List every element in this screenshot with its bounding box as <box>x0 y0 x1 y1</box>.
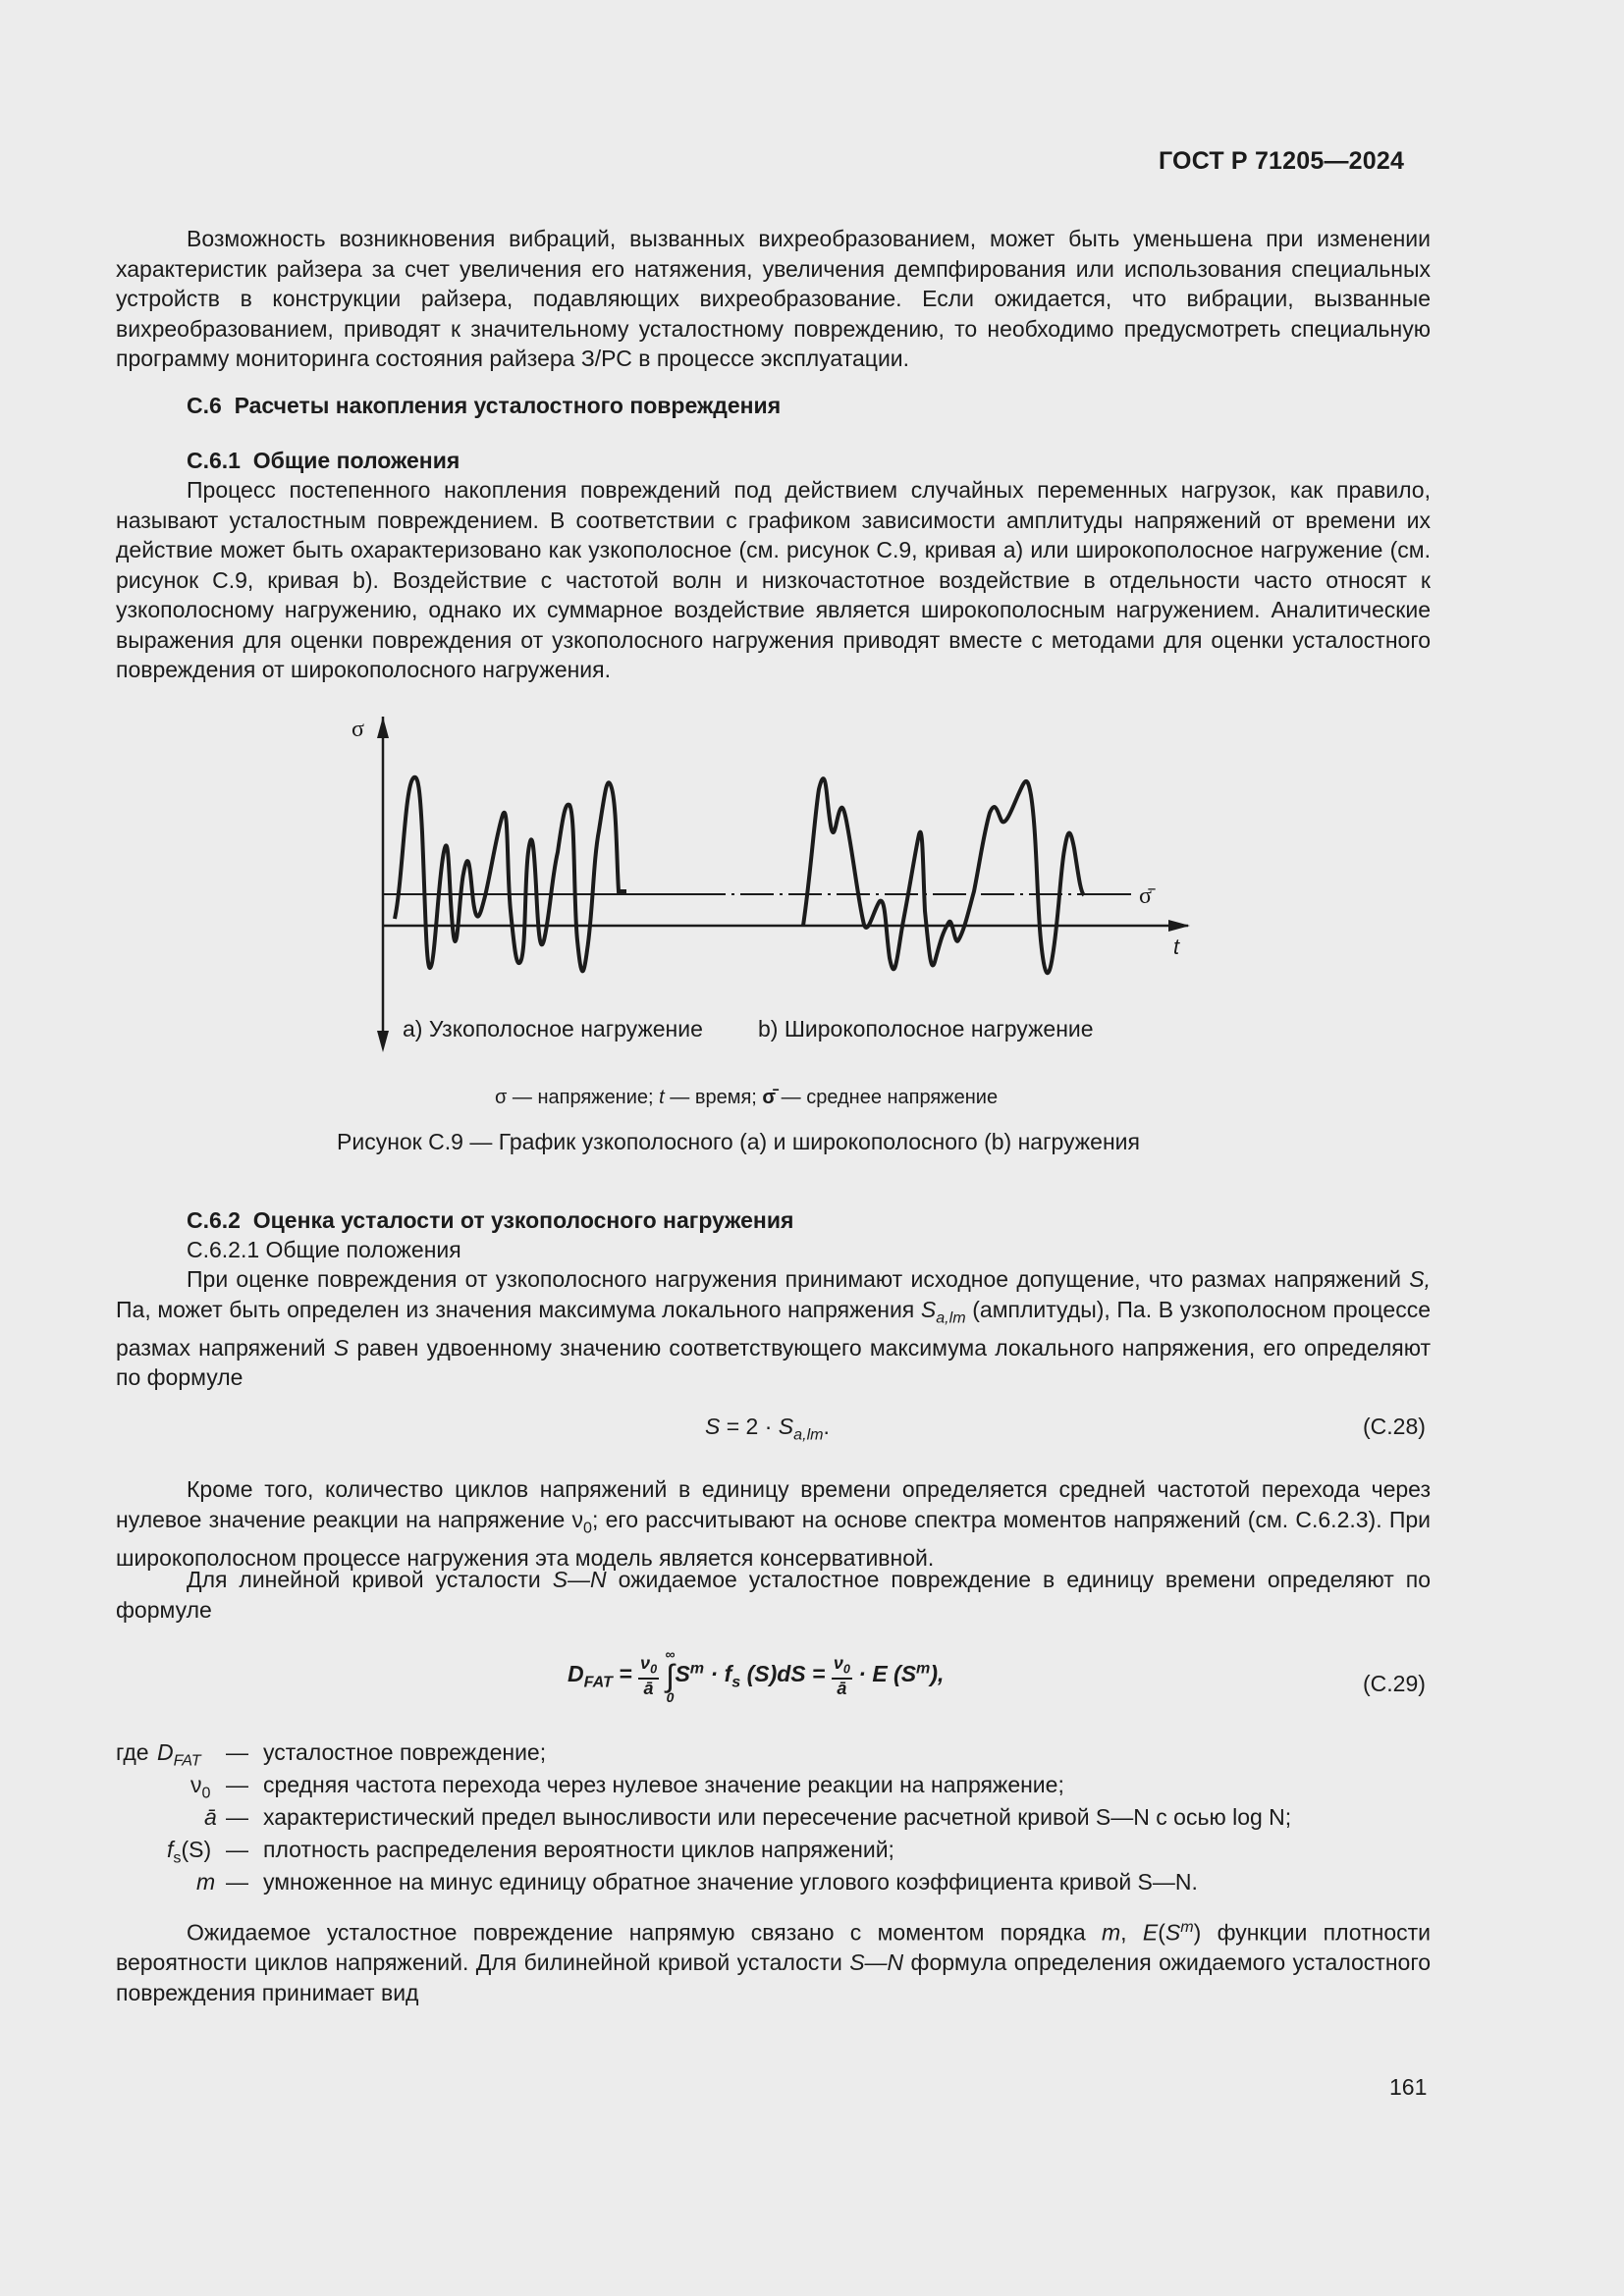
document-header: ГОСТ Р 71205—2024 <box>1159 147 1405 175</box>
wideband-label: b) Широкополосное нагружение <box>758 1016 1094 1041</box>
definitions-list <box>116 1739 1431 1896</box>
definition-row: где $D_{FAT}$ — усталостное повреждение; <box>116 1739 547 1770</box>
figure-caption: Рисунок С.9 — График узкополосного (а) и широкополосного (b) нагружения <box>337 1129 1140 1154</box>
c61-paragraph: Процесс постепенного накопления повреждений под действием случайных переменных нагрузок, как правило, называют усталостным повреждением. В соответствии с графиком зависимости амплитуды напряжений от времени их действие может быть охарактеризовано как узкополосное (см. рисунок С.9, кривая а) или широкополосное нагружение (см. рисунок С.9, кривая b). Воздействие с частотой волн и низкочастотное воздействие в отдельности часто относят к узкополосному нагружению, однако их суммарное воздействие является широкополосным нагружением. Аналитические выражения для оценки повреждения от узкополосного нагружения приводят вместе с методами для оценки усталостного повреждения от широкополосного нагружения. <box>116 477 1431 682</box>
wideband-curve <box>803 778 1084 973</box>
equation-c28: $S = 2 \cdot S_{a,lm}$. <box>705 1414 830 1444</box>
figure-legend: σ — напряжение; t — время; σ̄ — среднее напряжение <box>495 1087 999 1108</box>
definition-row: $f_s(S)$ — плотность распределения вероятности циклов напряжений; <box>167 1837 894 1867</box>
narrowband-label: а) Узкополосное нагружение <box>403 1016 703 1041</box>
section-heading-c62: С.6.2 Оценка усталости от узкополосного нагружения <box>187 1207 794 1233</box>
mean-label: σ̄ <box>1139 883 1152 909</box>
subsection-c621: С.6.2.1 Общие положения <box>187 1237 461 1262</box>
equation-number-c29: (С.29) <box>1363 1671 1426 1696</box>
x-axis-arrow <box>1168 920 1190 932</box>
y-axis-arrow-down <box>377 1031 389 1052</box>
x-axis-label: t <box>1173 934 1180 959</box>
paragraph-stress-range: При оценке повреждения от узкополосного нагружения принимают исходное допущение, что размах напряжений S, Па, может быть определен из значения максимума локального напряжения $S_{a,lm}$ (амплитуды), Па. В узкополосном процессе размах напряжений S равен удвоенному значению соответствующего максимума локального напряжения, его определяют по формуле <box>116 1266 1432 1391</box>
equation-c29: $D_{FAT}$ = $\frac{\nu_0}{ā}$ ∞ ∫ $0S^m \cdot f_s$ (S)dS = $\frac{\nu_0}{ā}$ · E $(S^m)$, <box>568 1646 945 1705</box>
section-heading-c6: С.6 Расчеты накопления усталостного повреждения <box>187 393 782 418</box>
section-heading-c61: С.6.1 Общие положения <box>187 448 460 473</box>
definition-row: ā — характеристический предел выносливости или пересечение расчетной кривой S—N с осью log N; <box>204 1804 1292 1830</box>
definition-row: m — умноженное на минус единицу обратное значение углового коэффициента кривой S—N. <box>196 1869 1198 1895</box>
fraction-nu-a: $\frac{\nu_0}{ā}$ <box>640 1652 658 1699</box>
narrowband-curve <box>395 777 626 972</box>
paragraph-linear-curve: Для линейной кривой усталости S—N ожидаемое усталостное повреждение в единицу времени определяют по формуле <box>116 1567 1431 1623</box>
y-axis-arrow-up <box>377 717 389 738</box>
intro-text: Возможность возникновения вибраций, вызванных вихреобразованием, может быть уменьшена при изменении характеристик райзера за счет увеличения его натяжения, увеличения демпфирования или использования специальных устройств в конструкции райзера, подавляющих вихреобразование. Если ожидается, что вибрации, вызванные вихреобразованием, приводят к значительному усталостному повреждению, то необходимо предусмотреть специальную программу мониторинга состояния райзера З/РС в процессе эксплуатации. <box>116 226 1431 371</box>
integral-sign: ∞ ∫ 0 <box>665 1646 676 1705</box>
fraction-nu-a-2: $\frac{\nu_0}{ā}$ <box>833 1652 850 1699</box>
definition-row: $\nu_0$ — средняя частота перехода через нулевое значение реакции на напряжение; <box>190 1772 1064 1802</box>
loading-figure <box>334 705 1218 1058</box>
equation-number-c28: (С.28) <box>1363 1414 1426 1439</box>
paragraph-bilinear: Ожидаемое усталостное повреждение напрямую связано с моментом порядка m, $E(S^m)$ функции плотности вероятности циклов напряжений. Для билинейной кривой усталости S—N формула определения ожидаемого усталостного повреждения принимает вид <box>116 1918 1431 2005</box>
y-axis-label: σ <box>352 717 364 742</box>
intro-paragraph <box>116 224 1431 374</box>
page-number: 161 <box>1389 2074 1428 2100</box>
paragraph-cycles: Кроме того, количество циклов напряжений в единицу времени определяется средней частотой перехода через нулевое значение реакции на напряжение $\nu_0$; его рассчитывают на основе спектра моментов напряжений (см. С.6.2.3). При широкополосном процессе нагружения эта модель является консервативной. <box>116 1476 1431 1571</box>
